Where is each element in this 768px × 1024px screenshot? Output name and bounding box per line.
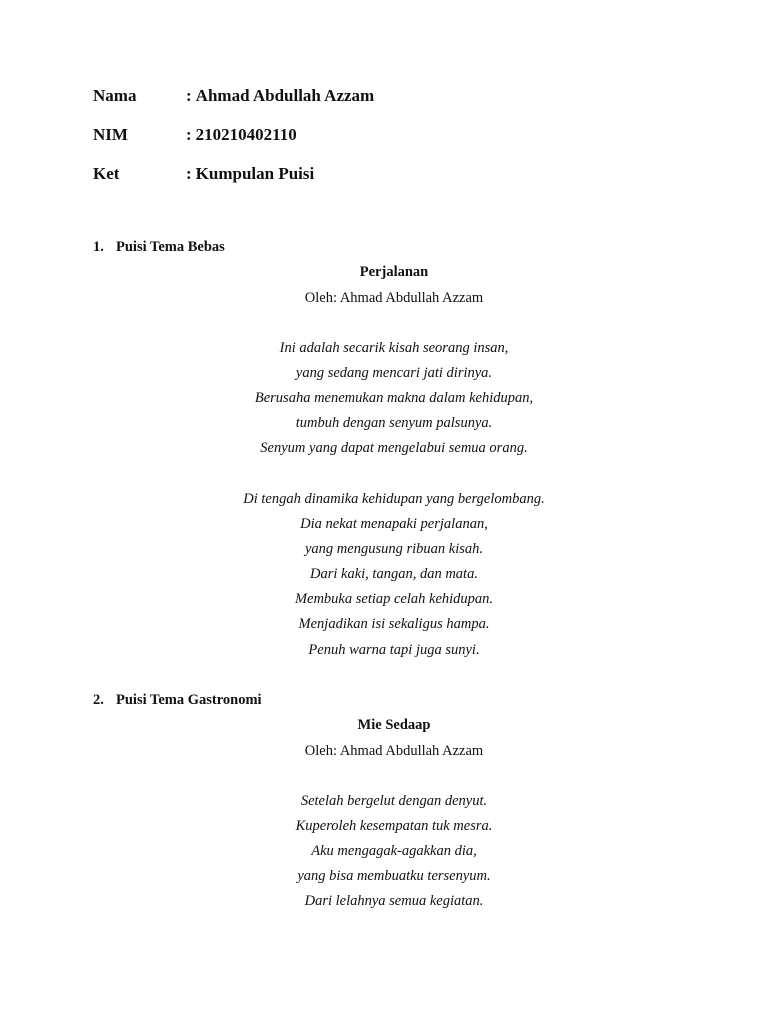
poem-title: Perjalanan xyxy=(359,264,429,280)
ket-label: Ket xyxy=(93,164,120,183)
name-separator: : xyxy=(186,86,192,105)
nim-value: 210210402110 xyxy=(195,125,297,144)
poem-title: Mie Sedaap xyxy=(357,717,431,733)
poem-byline: Oleh: Ahmad Abdullah Azzam xyxy=(304,290,484,306)
poem-line: Penuh warna tapi juga sunyi. xyxy=(308,642,480,658)
poem-line: Dari lelahnya semua kegiatan. xyxy=(304,893,484,909)
header-nim-row xyxy=(93,125,297,145)
nim-separator: : xyxy=(186,125,192,144)
section-number: 1. xyxy=(93,239,104,255)
poem-line: Kuperoleh kesempatan tuk mesra. xyxy=(295,818,493,834)
section-number: 2. xyxy=(93,692,104,708)
name-value: Ahmad Abdullah Azzam xyxy=(195,86,375,105)
nim-label: NIM xyxy=(93,125,128,144)
ket-value: Kumpulan Puisi xyxy=(195,164,315,183)
poem-line: Aku mengagak-agakkan dia, xyxy=(311,843,477,859)
poem-line: Senyum yang dapat mengelabui semua orang. xyxy=(260,440,528,456)
section-heading-text: Puisi Tema Bebas xyxy=(116,239,225,255)
header-ket-row xyxy=(93,164,314,184)
ket-separator: : xyxy=(186,164,192,183)
poem-line: tumbuh dengan senyum palsunya. xyxy=(295,415,493,431)
poem-line: Dia nekat menapaki perjalanan, xyxy=(300,516,488,532)
poem-line: Di tengah dinamika kehidupan yang bergelombang. xyxy=(243,491,545,507)
poem-line: Ini adalah secarik kisah seorang insan, xyxy=(279,340,509,356)
poem-line: Berusaha menemukan makna dalam kehidupan, xyxy=(254,390,534,406)
section-heading-text: Puisi Tema Gastronomi xyxy=(116,692,262,708)
poem-line: Dari kaki, tangan, dan mata. xyxy=(310,566,478,582)
name-label: Nama xyxy=(93,86,137,105)
header-name-row xyxy=(93,86,374,106)
poem-line: yang bisa membuatku tersenyum. xyxy=(297,868,491,884)
section-heading xyxy=(93,239,225,256)
poem-line: yang sedang mencari jati dirinya. xyxy=(295,365,493,381)
poem-byline: Oleh: Ahmad Abdullah Azzam xyxy=(304,743,484,759)
poem-line: Setelah bergelut dengan denyut. xyxy=(300,793,488,809)
poem-line: Membuka setiap celah kehidupan. xyxy=(294,591,494,607)
poem-line: yang mengusung ribuan kisah. xyxy=(304,541,483,557)
poem-line: Menjadikan isi sekaligus hampa. xyxy=(298,616,490,632)
section-heading xyxy=(93,692,262,709)
